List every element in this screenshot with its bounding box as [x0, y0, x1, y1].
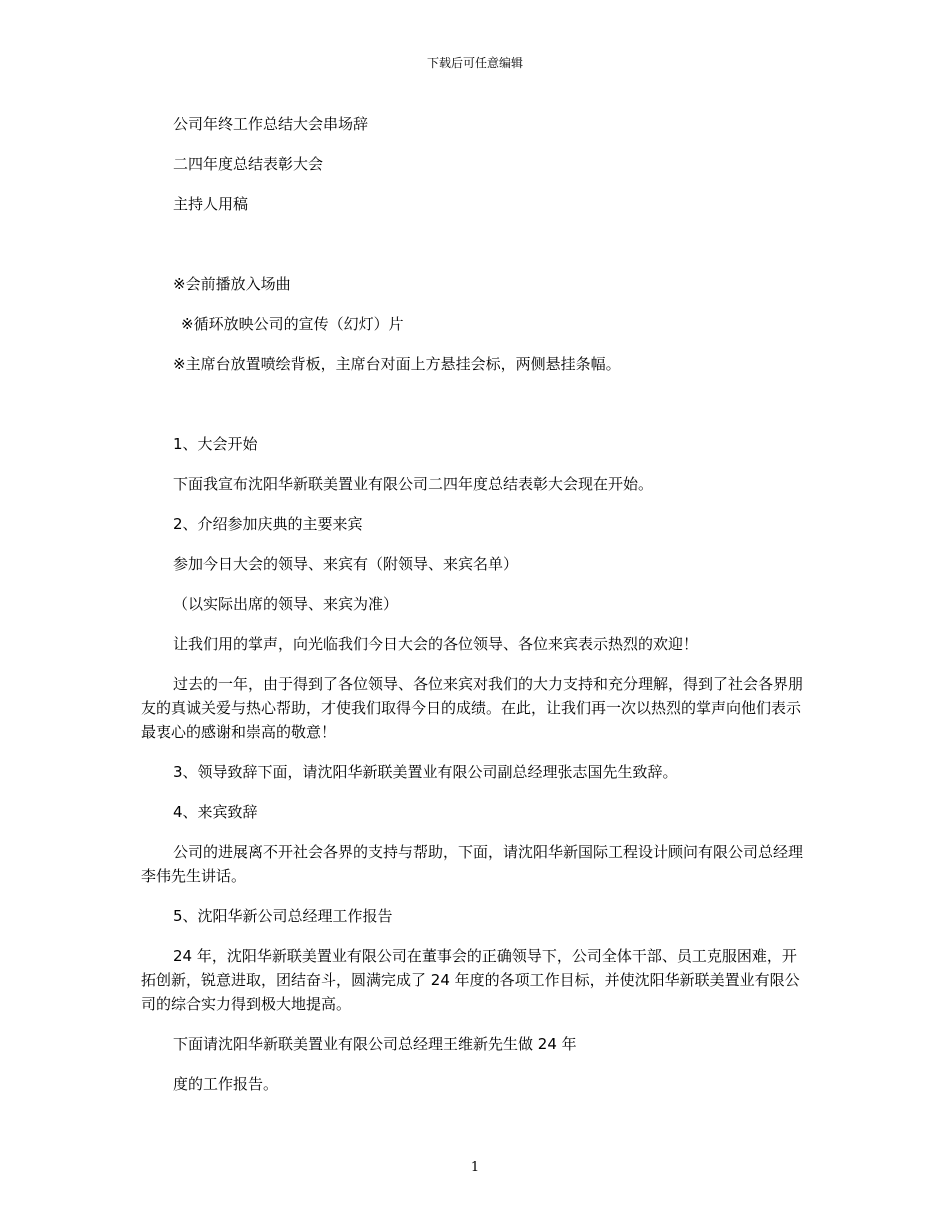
- body-paragraph: 让我们用的掌声，向光临我们今日大会的各位领导、各位来宾表示热烈的欢迎！: [173, 635, 699, 653]
- section-heading: 3、领导致辞下面，请沈阳华新联美置业有限公司副总经理张志国先生致辞。: [173, 763, 678, 781]
- note-paragraph: ※主席台放置喷绘背板，主席台对面上方悬挂会标，两侧悬挂条幅。: [173, 355, 621, 373]
- document-subtitle: 二四年度总结表彰大会: [173, 155, 324, 173]
- document-title: 公司年终工作总结大会串场辞: [173, 115, 369, 133]
- body-paragraph: 度的工作报告。: [173, 1075, 279, 1093]
- body-paragraph: 下面请沈阳华新联美置业有限公司总经理王维新先生做 24 年: [173, 1035, 577, 1053]
- body-paragraph: （以实际出席的领导、来宾为准）: [173, 595, 399, 613]
- body-paragraph: 参加今日大会的领导、来宾有（附领导、来宾名单）: [173, 555, 519, 573]
- note-paragraph: ※会前播放入场曲: [173, 275, 291, 293]
- document-body: [141, 112, 809, 1112]
- page-number: 1: [470, 1160, 480, 1175]
- document-label: 主持人用稿: [173, 195, 249, 213]
- header-note: 下载后可任意编辑: [426, 56, 523, 70]
- section-heading: 4、来宾致辞: [173, 803, 258, 821]
- section-heading: 5、沈阳华新公司总经理工作报告: [173, 907, 393, 925]
- body-paragraph: 公司的进展离不开社会各界的支持与帮助，下面，请沈阳华新国际工程设计顾问有限公司总经理李伟先生讲话。: [141, 843, 804, 885]
- body-paragraph: 下面我宣布沈阳华新联美置业有限公司二四年度总结表彰大会现在开始。: [173, 475, 654, 493]
- note-paragraph: ※循环放映公司的宣传（幻灯）片: [181, 315, 404, 333]
- spacer: [141, 392, 809, 432]
- body-paragraph: 24 年，沈阳华新联美置业有限公司在董事会的正确领导下，公司全体干部、员工克服困难，开拓创新，锐意进取，团结奋斗，圆满完成了 24 年度的各项工作目标，并使沈阳华新联美置业有限公司的综合实力得到极大地提高。: [141, 947, 800, 1013]
- section-heading: 1、大会开始: [173, 435, 258, 453]
- spacer: [141, 232, 809, 272]
- body-paragraph: 过去的一年，由于得到了各位领导、各位来宾对我们的大力支持和充分理解，得到了社会各界朋友的真诚关爱与热心帮助，才使我们取得今日的成绩。在此，让我们再一次以热烈的掌声向他们表示最衷心的感谢和崇高的敬意！: [141, 675, 804, 741]
- section-heading: 2、介绍参加庆典的主要来宾: [173, 515, 363, 533]
